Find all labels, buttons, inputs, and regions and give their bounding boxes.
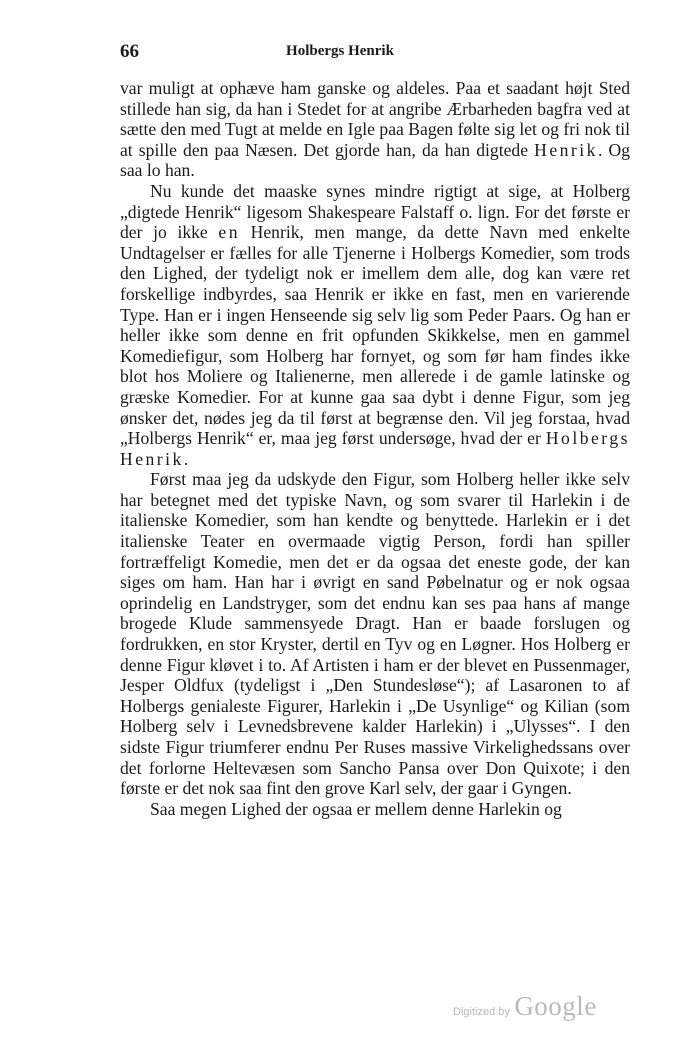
page-header	[120, 41, 560, 65]
google-logo: Google	[514, 991, 597, 1021]
emphasis-en: en	[218, 222, 240, 243]
paragraph-1-tail: . Og saa lo han.	[120, 139, 630, 181]
paragraph-4: Saa megen Lighed der ogsaa er mellem denne Harlekin og	[150, 798, 562, 819]
running-title: Holbergs Henrik	[286, 43, 394, 59]
paragraph-2-text-b: Henrik, men mange, da dette Navn med enkelte Undtagelser er fælles for alle Tjenerne i Holbergs Komedier, som trods den Lighed, der tydeligt nok er imellem dem alle, dog kan være ret forskellige indbyrdes, saa Henrik er ikke en fast, men en varierende Type. Han er i ingen Henseende sig selv lig som Peder Paars. Og han er heller ikke som denne en frit opfunden Skikkelse, men en gammel Komediefigur, som Holberg har fornyet, og som før ham findes ikke blot hos Moliere og Italienerne, men allerede i de gamle latinske og græske Komedier. For at kunne gaa saa dybt i denne Figur, som jeg ønsker det, nødes jeg da til først at begrænse den. Vil jeg forstaa, hvad „Holbergs Henrik“ er, maa jeg først undersøge, hvad der er	[120, 222, 630, 449]
paragraph-2	[120, 181, 630, 469]
paragraph-1	[120, 78, 630, 181]
paragraph-3: Først maa jeg da udskyde den Figur, som Holberg heller ikke selv har betegnet med det typiske Navn, og som svarer til Harlekin i de italienske Komedier, som han kendte og benyttede. Harlekin er i det italienske Teater en overmaade vigtig Person, fordi han spiller fortræffeligt Komedie, men det er da ogsaa det eneste gode, der kan siges om ham. Han har i øvrigt en sand Pøbelnatur og er nok ogsaa oprindelig en Landstryger, som det endnu kan ses paa hans af mange brogede Klude sammensyede Dragt. Han er baade forslugen og fordrukken, en stor Kryster, dertil en Tyv og en Løgner. Hos Holberg er denne Figur kløvet i to. Af Artisten i ham er der blevet en Pussenmager, Jesper Oldfux (tydeligst i „Den Stundesløse“); af Lasaronen to af Holbergs genialeste Figurer, Harlekin i „De Usynlige“ og Kilian (som Holberg selv i Levnedsbrevene kalder Harlekin) i „Ulysses“. I den sidste Figur triumferer endnu Per Ruses massive Virkelighedssans over det forlorne Heltevæsen som Sancho Pansa over Don Quixote; i den første er det nok saa fint den grove Karl selv, der gaar i Gyngen.	[120, 469, 630, 799]
emphasis-henrik: Henrik	[534, 139, 598, 160]
digitized-by-watermark	[453, 991, 597, 1022]
body-text	[120, 78, 630, 819]
page-number: 66	[120, 41, 139, 62]
watermark-prefix: Digitized by	[453, 1006, 510, 1018]
paragraph-2-tail: .	[183, 448, 189, 469]
paragraph-1-text: var muligt at ophæve ham ganske og aldeles. Paa et saadant højt Sted stillede han sig, da han i Stedet for at angribe Ærbarheden bagfra ved at sætte den med Tugt at melde en Igle paa Bagen følte sig let og fri nok til at spille den paa Næsen. Det gjorde han, da han digtede	[120, 78, 630, 160]
paragraph-2-text-a: Nu kunde det maaske synes mindre rigtigt at sige, at Holberg „digtede Henrik“ ligesom Shakespeare Falstaff o. lign. For det første er der jo ikke	[120, 180, 630, 243]
emphasis-holbergs-henrik: Holbergs Henrik	[120, 428, 630, 469]
